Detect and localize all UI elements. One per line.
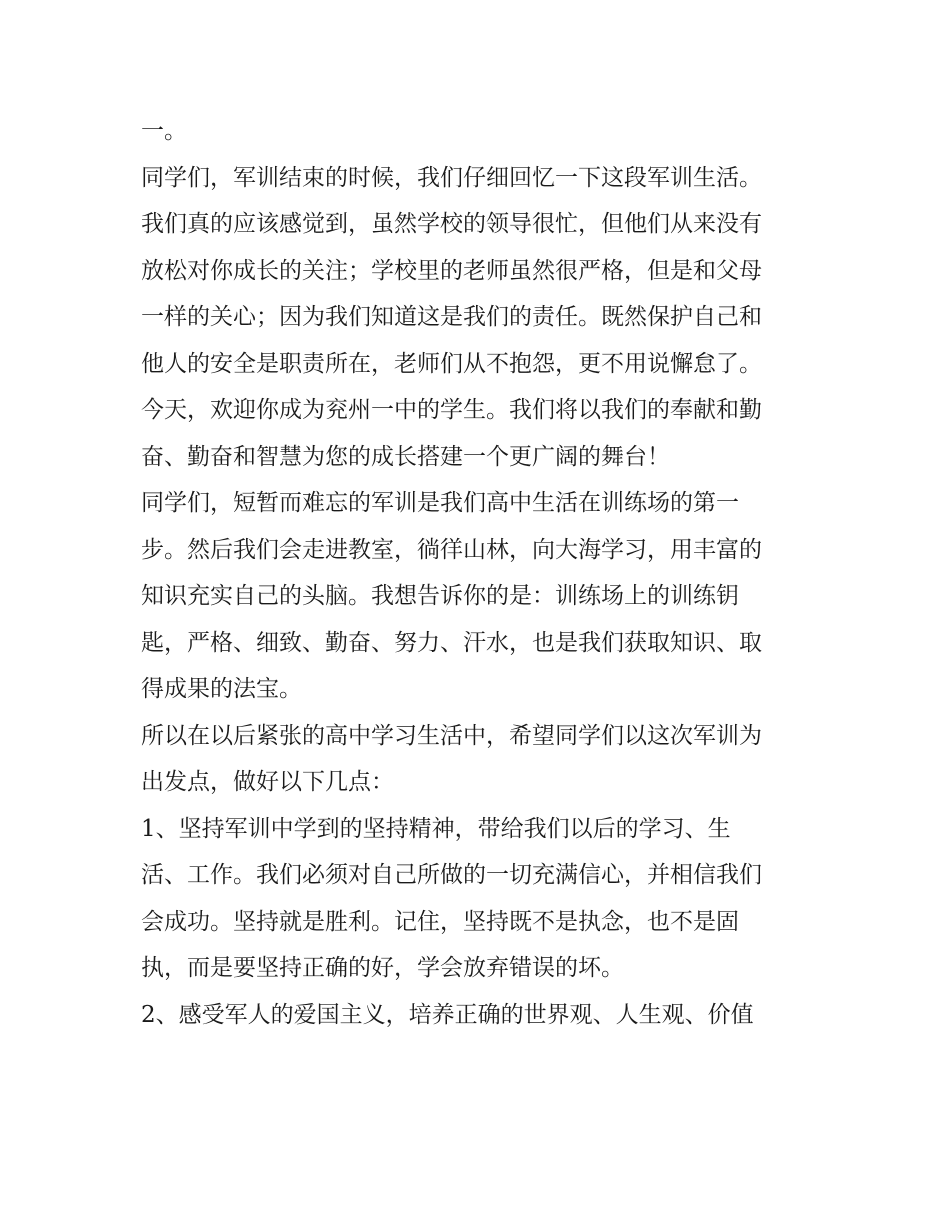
document-body (141, 108, 821, 1038)
text-line: 会成功。坚持就是胜利。记住，坚持既不是执念，也不是固 (141, 908, 739, 935)
text-line: 出发点，做好以下几点： (141, 769, 394, 795)
text-line: 得成果的法宝。 (141, 676, 302, 702)
text-line: 同学们，短暂而难忘的军训是我们高中生活在训练场的第一 (141, 490, 739, 516)
text-line: 知识充实自己的头脑。我想告诉你的是：训练场上的训练钥 (141, 583, 739, 609)
text-line: 所以在以后紧张的高中学习生活中，希望同学们以这次军训为 (141, 722, 762, 749)
text-line: 放松对你成长的关注；学校里的老师虽然很严格，但是和父母 (141, 257, 762, 284)
text-line: 奋、勤奋和智慧为您的成长搭建一个更广阔的舞台！ (141, 443, 670, 470)
text-line: 2、感受军人的爱国主义，培养正确的世界观、人生观、价值 (141, 1001, 754, 1028)
text-line: 他人的安全是职责所在，老师们从不抱怨，更不用说懈怠了。 (141, 350, 762, 377)
text-line: 活、工作。我们必须对自己所做的一切充满信心，并相信我们 (141, 862, 762, 888)
text-line: 步。然后我们会走进教室，徜徉山林，向大海学习，用丰富的 (141, 536, 762, 563)
text-line: 同学们，军训结束的时候，我们仔细回忆一下这段军训生活。 (141, 164, 762, 191)
text-line: 匙，严格、细致、勤奋、努力、汗水，也是我们获取知识、取 (141, 629, 762, 656)
text-line: 执，而是要坚持正确的好，学会放弃错误的坏。 (141, 955, 624, 981)
text-line: 今天，欢迎你成为兖州一中的学生。我们将以我们的奉献和勤 (141, 397, 762, 423)
text-line: 我们真的应该感觉到，虽然学校的领导很忙，但他们从来没有 (141, 211, 762, 237)
text-line: 1、坚持军训中学到的坚持精神，带给我们以后的学习、生 (141, 815, 731, 842)
text-line: 一。 (141, 118, 187, 144)
text-line: 一样的关心；因为我们知道这是我们的责任。既然保护自己和 (141, 304, 762, 330)
